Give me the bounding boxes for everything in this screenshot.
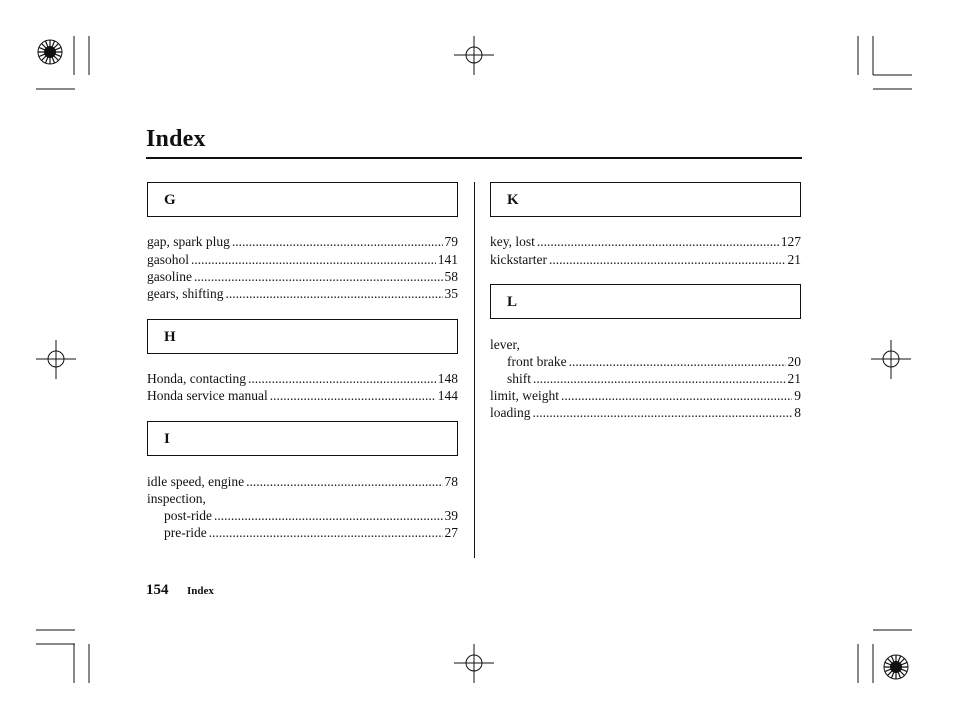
entry-page: 39 [444,508,458,523]
starburst-mark-top-left [38,40,62,64]
leader-dots [246,473,442,490]
entry-page: 148 [437,371,458,386]
index-entry[interactable] [147,387,458,404]
entry-term: gasohol [147,252,189,267]
section-header-l: L [490,284,801,319]
entry-page: 58 [444,269,458,284]
entry-page: 21 [787,252,801,267]
index-subentry[interactable] [507,370,801,387]
leader-dots [226,285,443,302]
registration-target-right [871,340,911,379]
leader-dots [209,524,443,541]
entry-term: pre-ride [164,525,207,540]
column-divider [474,182,475,558]
section-header-k: K [490,182,801,217]
leader-dots [549,251,786,268]
leader-dots [533,370,785,387]
title-rule [146,157,802,159]
leader-dots [561,387,792,404]
index-entry[interactable] [147,285,458,302]
entry-page: 144 [437,388,458,403]
entry-page: 35 [444,286,458,301]
index-entry[interactable] [147,251,458,268]
index-entry[interactable] [490,251,801,268]
registration-target-top [454,36,494,75]
entry-page: 127 [780,234,801,249]
index-subentry[interactable] [164,524,458,541]
index-entry[interactable] [490,404,801,421]
leader-dots [270,387,436,404]
leader-dots [569,353,786,370]
page-number: 154 [146,582,169,598]
starburst-mark-bottom-right [884,655,908,679]
section-header-g: G [147,182,458,217]
entry-term: kickstarter [490,252,547,267]
index-entry[interactable] [147,473,458,490]
entry-page: 9 [794,388,801,403]
entry-page: 8 [794,405,801,420]
entry-term: loading [490,405,531,420]
leader-dots [232,233,443,250]
entry-page: 78 [444,474,458,489]
index-entry[interactable] [147,233,458,250]
entry-term: Honda service manual [147,388,268,403]
index-entry[interactable] [147,370,458,387]
leader-dots [537,233,779,250]
index-entry-heading: inspection, [147,491,206,506]
index-entry[interactable] [147,268,458,285]
entry-term: Honda, contacting [147,371,246,386]
leader-dots [214,507,443,524]
section-header-i: I [147,421,458,456]
entry-page: 141 [437,252,458,267]
page-title: Index [146,126,206,152]
index-entry-heading: lever, [490,337,520,352]
registration-target-left [36,340,76,379]
entry-term: idle speed, engine [147,474,245,489]
registration-target-bottom [454,644,494,683]
entry-term: front brake [507,354,567,369]
entry-term: gap, spark plug [147,234,230,249]
leader-dots [191,251,436,268]
entry-term: gasoline [147,269,192,284]
entry-term: shift [507,371,532,386]
footer-section-label: Index [187,585,214,597]
entry-page: 21 [787,371,801,386]
entry-page: 20 [787,354,801,369]
leader-dots [533,404,793,421]
entry-term: gears, shifting [147,286,224,301]
entry-term: limit, weight [490,388,559,403]
index-subentry[interactable] [164,507,458,524]
index-entry[interactable] [490,233,801,250]
leader-dots [194,268,443,285]
entry-term: post-ride [164,508,212,523]
index-subentry[interactable] [507,353,801,370]
entry-page: 27 [444,525,458,540]
entry-page: 79 [444,234,458,249]
section-header-h: H [147,319,458,354]
index-entry[interactable] [490,387,801,404]
entry-term: key, lost [490,234,535,249]
leader-dots [248,370,436,387]
